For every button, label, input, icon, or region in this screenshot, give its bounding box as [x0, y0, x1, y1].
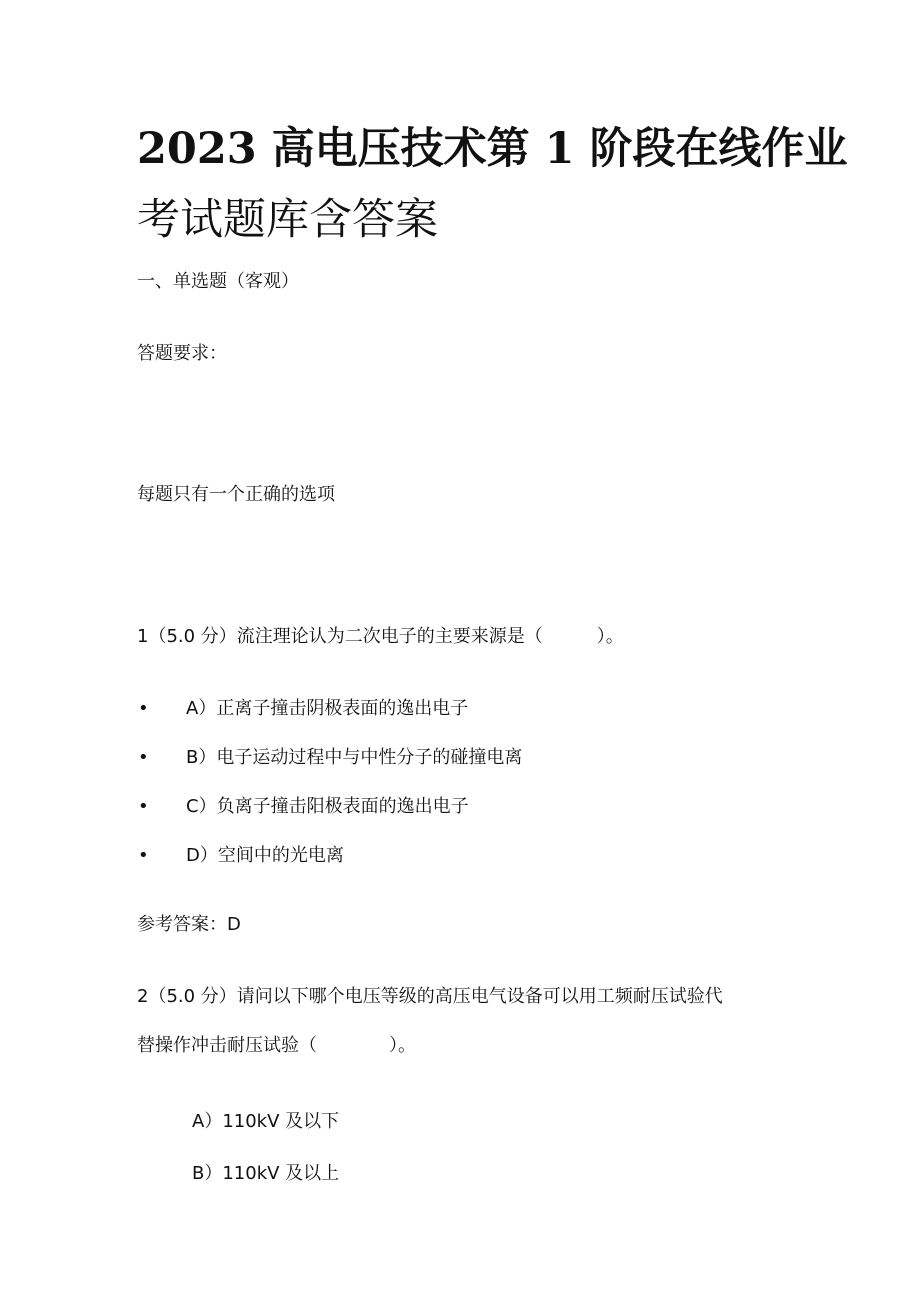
- question-2-option-b: B）110kV 及以上: [192, 1163, 340, 1184]
- requirements-text: 每题只有一个正确的选项: [137, 484, 335, 505]
- question-1-stem: 1（5.0 分）流注理论认为二次电子的主要来源是（ ）。: [137, 626, 624, 647]
- question-2-option-a: A）110kV 及以下: [192, 1111, 340, 1132]
- question-2-stem-line-2: 替操作冲击耐压试验（ ）。: [137, 1035, 416, 1056]
- bullet-marker: •: [138, 747, 149, 768]
- document-title-line-2: 考试题库含答案: [137, 195, 438, 245]
- question-2-stem-line-1: 2（5.0 分）请问以下哪个电压等级的高压电气设备可以用工频耐压试验代: [137, 986, 723, 1007]
- question-1-option-d: D）空间中的光电离: [186, 845, 344, 866]
- question-1-option-a: A）正离子撞击阴极表面的逸出电子: [186, 698, 469, 719]
- question-1-option-b: B）电子运动过程中与中性分子的碰撞电离: [186, 747, 523, 768]
- section-heading: 一、单选题（客观）: [137, 271, 299, 292]
- bullet-marker: •: [138, 796, 149, 817]
- question-1-option-c: C）负离子撞击阳极表面的逸出电子: [186, 796, 469, 817]
- requirements-label: 答题要求：: [137, 343, 227, 364]
- bullet-marker: •: [138, 845, 149, 866]
- question-1-answer: 参考答案：D: [137, 914, 241, 935]
- bullet-marker: •: [138, 698, 149, 719]
- document-title-line-1: 2023 高电压技术第 1 阶段在线作业: [137, 124, 848, 174]
